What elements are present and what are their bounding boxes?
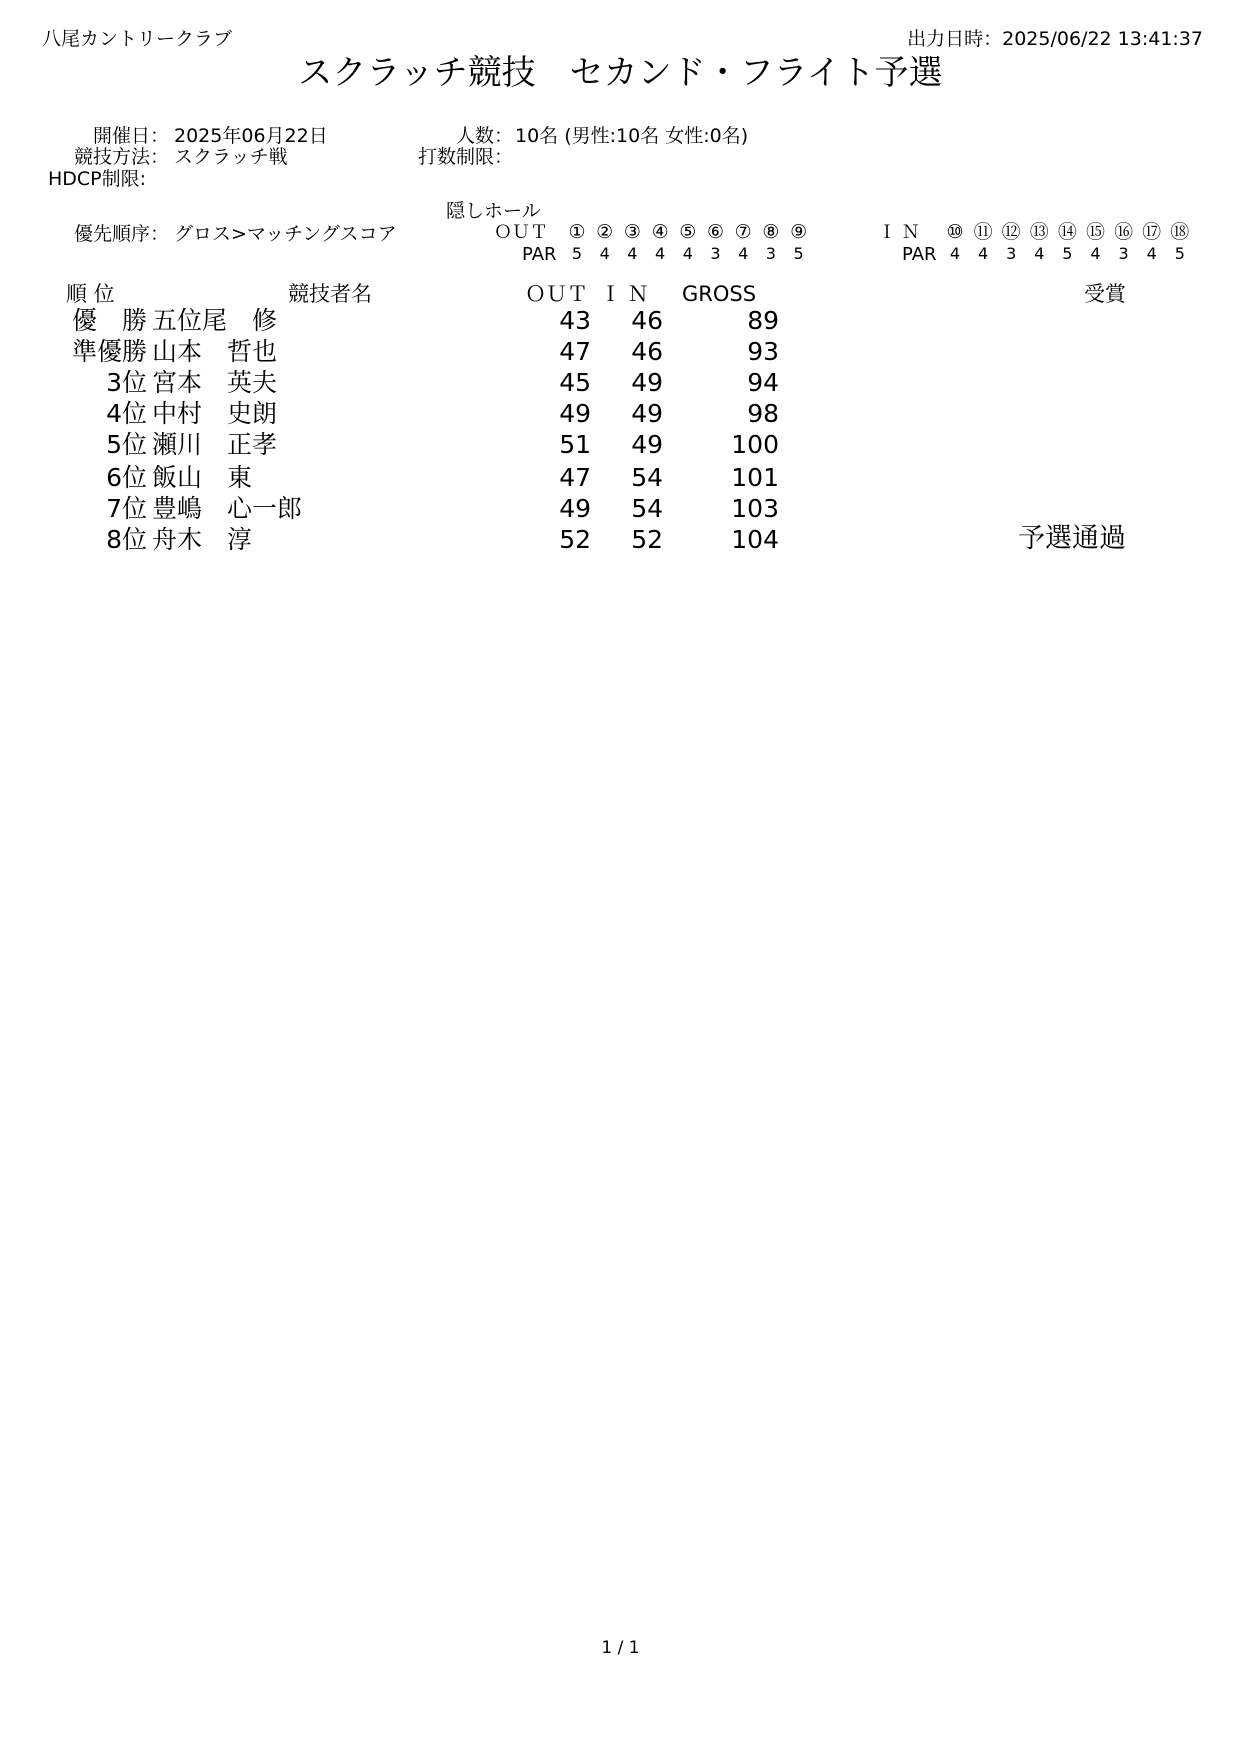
- table-row: [0, 465, 1241, 497]
- rank-cell: 5位: [106, 430, 147, 459]
- in-score-cell: 52: [631, 525, 663, 554]
- page-title: スクラッチ競技 セカンド・フライト予選: [298, 53, 943, 93]
- hole-number: ⑪: [973, 221, 993, 243]
- hole-par: 4: [627, 244, 638, 263]
- gross-score-cell: 94: [747, 368, 779, 397]
- hole-par: 5: [1062, 244, 1073, 263]
- out-par-label: PAR: [522, 244, 557, 265]
- printed-timestamp: 出力日時：2025/06/22 13:41:37: [907, 28, 1203, 50]
- rank-cell: 7位: [106, 494, 147, 523]
- hole-par: 4: [1034, 244, 1045, 263]
- in-score-cell: 49: [631, 399, 663, 428]
- hole-par: 4: [738, 244, 749, 263]
- hole-par: 3: [710, 244, 721, 263]
- out-score-cell: 43: [559, 306, 591, 335]
- priority-label: 優先順序：: [73, 223, 169, 245]
- limit-label: 打数制限：: [417, 146, 513, 168]
- out-score-cell: 49: [559, 399, 591, 428]
- in-column-header: Ｉ Ｎ: [600, 282, 649, 306]
- hidden-holes-label: 隠しホール: [446, 200, 541, 222]
- rank-cell: 準優勝: [71, 337, 147, 366]
- hole-par: 5: [793, 244, 804, 263]
- hole-par: 4: [1090, 244, 1101, 263]
- hole-number: ⑦: [734, 221, 752, 243]
- in-par-label: PAR: [902, 244, 937, 265]
- hole-par: 4: [978, 244, 989, 263]
- name-cell: 舟木 淳: [152, 525, 253, 554]
- rank-cell: 4位: [106, 399, 147, 428]
- out-score-cell: 47: [559, 463, 591, 492]
- hole-par: 4: [655, 244, 666, 263]
- hole-number: ⑫: [1001, 221, 1021, 243]
- hole-par: 3: [1006, 244, 1017, 263]
- table-row: [0, 339, 1241, 371]
- in-score-cell: 49: [631, 430, 663, 459]
- out-score-cell: 51: [559, 430, 591, 459]
- hole-par: 3: [1118, 244, 1129, 263]
- rank-cell: 8位: [106, 525, 147, 554]
- in-par-values: [0, 246, 1241, 268]
- name-cell: 山本 哲也: [152, 337, 278, 366]
- out-score-cell: 47: [559, 337, 591, 366]
- hole-number: ⑨: [790, 221, 808, 243]
- hdcp-label: HDCP制限:: [48, 168, 147, 190]
- method-value: スクラッチ戦: [174, 146, 288, 168]
- name-cell: 中村 史朗: [152, 399, 278, 428]
- hole-number: ②: [596, 221, 614, 243]
- method-label: 競技方法：: [73, 146, 169, 168]
- hole-par: 4: [1146, 244, 1157, 263]
- out-score-cell: 49: [559, 494, 591, 523]
- gross-score-cell: 103: [731, 494, 779, 523]
- award-column-header: 受賞: [1084, 282, 1126, 306]
- in-score-cell: 54: [631, 463, 663, 492]
- table-row: [0, 370, 1241, 402]
- in-hole-numbers: [0, 223, 1241, 245]
- rank-column-header: 順 位: [66, 282, 115, 306]
- in-label: Ｉ Ｎ: [878, 222, 920, 243]
- hole-number: ④: [651, 221, 669, 243]
- name-cell: 五位尾 修: [152, 306, 278, 335]
- date-label: 開催日：: [92, 125, 169, 147]
- count-value: 10名 (男性:10名 女性:0名): [515, 125, 749, 147]
- hole-number: ③: [623, 221, 641, 243]
- name-column-header: 競技者名: [288, 282, 372, 306]
- gross-score-cell: 93: [747, 337, 779, 366]
- gross-score-cell: 101: [731, 463, 779, 492]
- out-score-cell: 45: [559, 368, 591, 397]
- in-score-cell: 46: [631, 337, 663, 366]
- table-row: [0, 401, 1241, 433]
- hole-number: ⑬: [1029, 221, 1049, 243]
- club-name: 八尾カントリークラブ: [42, 28, 233, 50]
- in-score-cell: 46: [631, 306, 663, 335]
- in-score-cell: 54: [631, 494, 663, 523]
- name-cell: 飯山 東: [152, 463, 253, 492]
- rank-cell: 6位: [106, 463, 147, 492]
- hole-par: 4: [599, 244, 610, 263]
- count-label: 人数：: [455, 125, 513, 147]
- in-score-cell: 49: [631, 368, 663, 397]
- hole-par: 3: [765, 244, 776, 263]
- out-column-header: ＯＵＴ: [525, 282, 588, 306]
- hole-number: ⑩: [946, 221, 964, 243]
- hole-number: ①: [568, 221, 586, 243]
- page-number: 1 / 1: [601, 1638, 640, 1658]
- out-score-cell: 52: [559, 525, 591, 554]
- hole-par: 4: [949, 244, 961, 263]
- table-row: [0, 523, 1241, 559]
- hole-number: ⑧: [762, 221, 780, 243]
- hole-number: ⑰: [1142, 221, 1162, 243]
- hole-number: ⑱: [1170, 221, 1190, 243]
- hole-number: ⑭: [1057, 221, 1077, 243]
- hole-number: ⑮: [1085, 221, 1105, 243]
- gross-score-cell: 98: [747, 399, 779, 428]
- name-cell: 宮本 英夫: [152, 368, 278, 397]
- award-cell: 予選通過: [1018, 523, 1126, 554]
- gross-score-cell: 100: [731, 430, 779, 459]
- gross-score-cell: 89: [747, 306, 779, 335]
- priority-value: グロス>マッチングスコア: [174, 223, 397, 245]
- out-label: ＯＵＴ: [494, 222, 548, 243]
- gross-score-cell: 104: [731, 525, 779, 554]
- hole-par: 4: [682, 244, 693, 263]
- hole-number: ⑯: [1114, 221, 1134, 243]
- hole-number: ⑤: [679, 221, 697, 243]
- name-cell: 豊嶋 心一郎: [152, 494, 303, 523]
- date-value: 2025年06月22日: [174, 125, 328, 147]
- table-row: [0, 308, 1241, 340]
- name-cell: 瀬川 正孝: [152, 430, 278, 459]
- table-row: [0, 432, 1241, 464]
- hole-number: ⑥: [706, 221, 725, 243]
- rank-cell: 3位: [106, 368, 147, 397]
- hole-par: 5: [1174, 244, 1185, 263]
- hole-par: 5: [571, 244, 583, 263]
- gross-column-header: GROSS: [682, 282, 757, 306]
- rank-cell: 優 勝: [71, 306, 147, 335]
